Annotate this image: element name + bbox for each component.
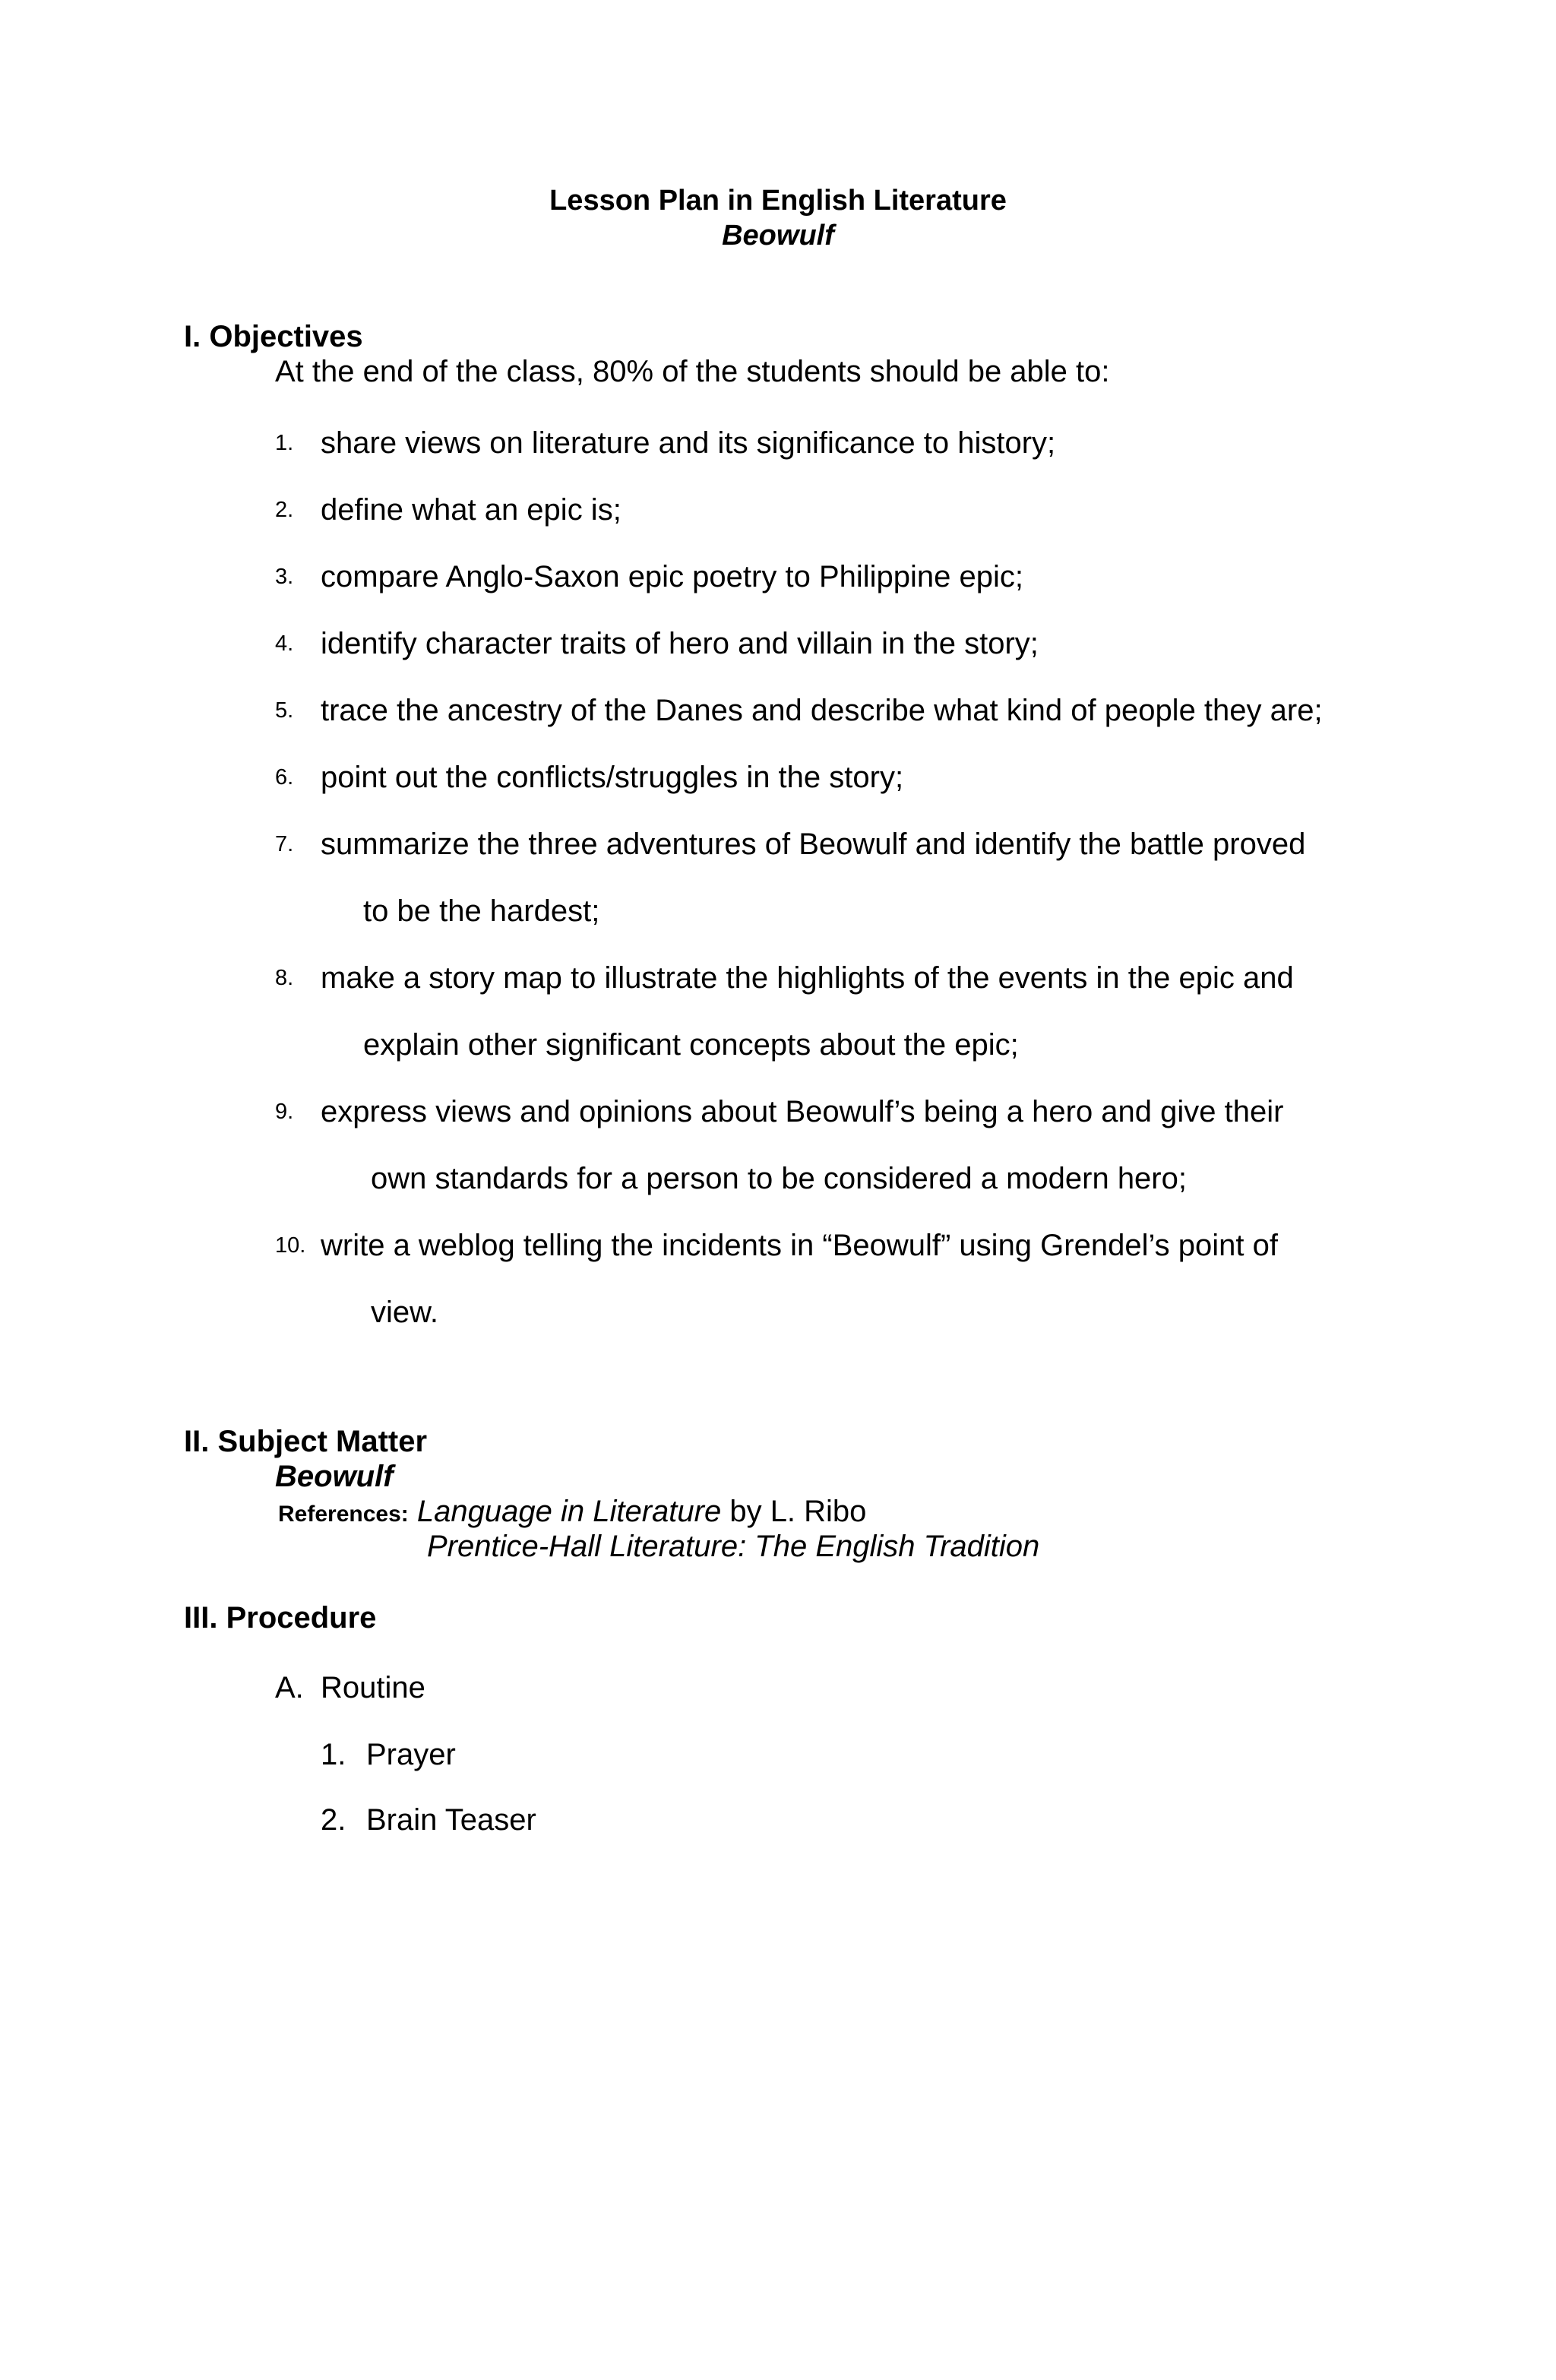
objective-text: compare Anglo-Saxon epic poetry to Philippine epic; (321, 560, 1023, 593)
objective-text: trace the ancestry of the Danes and describe what kind of people they are; (321, 694, 1323, 727)
objective-number: 7. (275, 832, 294, 856)
procedure-section-label: Routine (321, 1671, 425, 1704)
objective-number: 9. (275, 1100, 294, 1124)
objective-text: summarize the three adventures of Beowulf and identify the battle proved (321, 828, 1306, 861)
objective-number: 10. (275, 1233, 306, 1258)
objective-text: point out the conflicts/struggles in the story; (321, 761, 904, 794)
objective-number: 8. (275, 966, 294, 990)
objective-text-continued: own standards for a person to be considered a modern hero; (371, 1162, 1187, 1195)
references-line (278, 1494, 866, 1532)
objective-number: 5. (275, 698, 294, 723)
objective-text-continued: explain other significant concepts about the epic; (363, 1028, 1019, 1062)
procedure-heading: III. Procedure (184, 1601, 377, 1635)
objective-text-continued: view. (371, 1296, 438, 1329)
reference-1-author: by L. Ribo (729, 1495, 867, 1528)
objective-number: 6. (275, 765, 294, 790)
procedure-step-number: 1. (321, 1738, 346, 1771)
procedure-step-label: Prayer (366, 1738, 456, 1771)
objective-number: 1. (275, 431, 294, 455)
objective-text: identify character traits of hero and villain in the story; (321, 627, 1039, 660)
objective-text: share views on literature and its significance to history; (321, 426, 1056, 460)
procedure-step-label: Brain Teaser (366, 1803, 536, 1837)
objective-text: define what an epic is; (321, 493, 621, 527)
objectives-heading: I. Objectives (184, 320, 363, 353)
subject-matter-heading: II. Subject Matter (184, 1425, 428, 1458)
objective-text: write a weblog telling the incidents in “Beowulf” using Grendel’s point of (321, 1229, 1278, 1262)
reference-2-title: Prentice-Hall Literature: The English Tradition (427, 1530, 1040, 1563)
subject-matter-title: Beowulf (275, 1460, 394, 1493)
objective-number: 4. (275, 631, 294, 656)
objective-number: 3. (275, 565, 294, 589)
procedure-section-letter: A. (275, 1671, 304, 1704)
objective-text-continued: to be the hardest; (363, 894, 600, 928)
procedure-step-number: 2. (321, 1803, 346, 1837)
document-title: Lesson Plan in English Literature (549, 185, 1007, 217)
objectives-intro: At the end of the class, 80% of the students should be able to: (275, 355, 1110, 388)
objective-text: make a story map to illustrate the highlights of the events in the epic and (321, 961, 1294, 995)
document-subtitle: Beowulf (722, 220, 834, 252)
objective-text: express views and opinions about Beowulf’s being a hero and give their (321, 1095, 1284, 1128)
objective-number: 2. (275, 498, 294, 522)
reference-1-title: Language in Literature (416, 1495, 722, 1528)
references-label: References: (278, 1502, 409, 1527)
